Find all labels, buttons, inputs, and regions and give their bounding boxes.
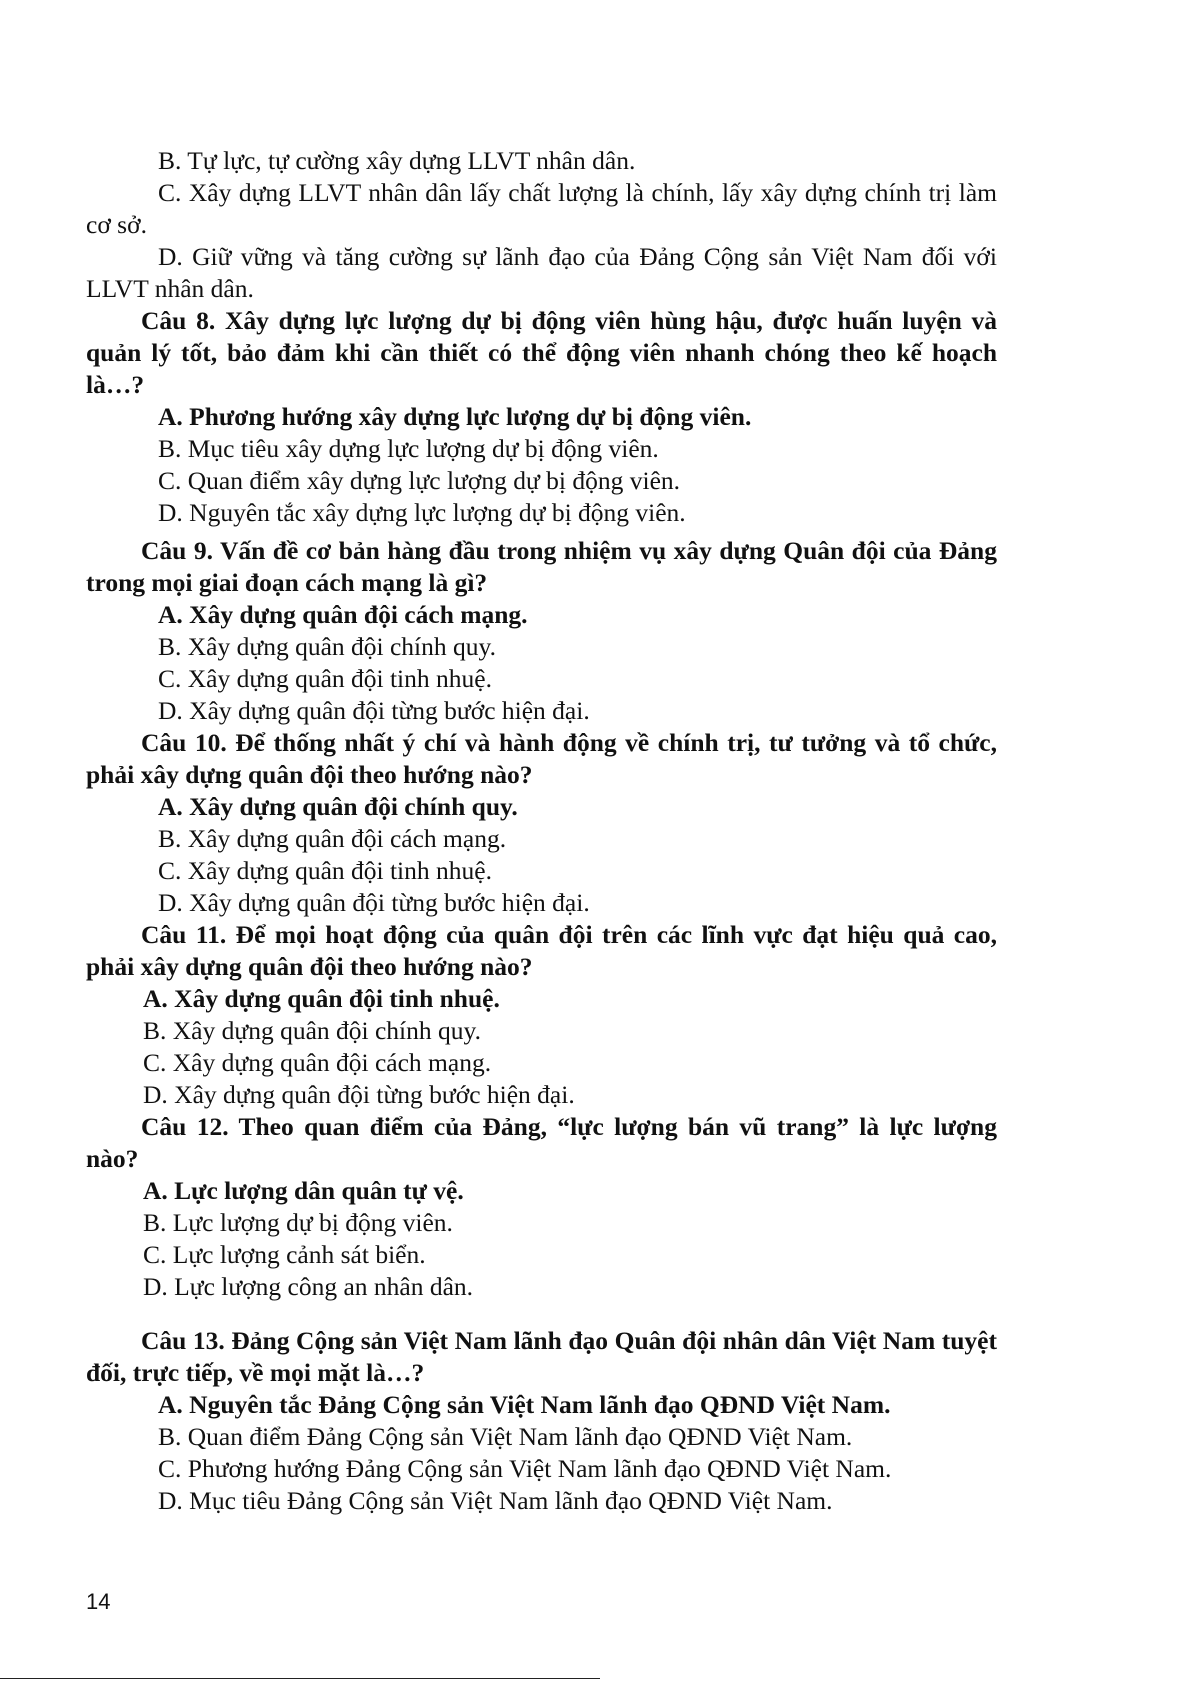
- question-13-option-b: B. Quan điểm Đảng Cộng sản Việt Nam lãnh đạo QĐND Việt Nam.: [158, 1422, 853, 1451]
- question-13-option-a: A. Nguyên tắc Đảng Cộng sản Việt Nam lãnh đạo QĐND Việt Nam.: [158, 1390, 891, 1419]
- question-10-option-c: C. Xây dựng quân đội tinh nhuệ.: [158, 856, 492, 885]
- question-13-option-c: C. Phương hướng Đảng Cộng sản Việt Nam lãnh đạo QĐND Việt Nam.: [158, 1454, 892, 1483]
- question-8-option-c: C. Quan điểm xây dựng lực lượng dự bị động viên.: [158, 466, 681, 495]
- question-8-text: Câu 8. Xây dựng lực lượng dự bị động viên hùng hậu, được huấn luyện và quản lý tốt, bảo đảm khi cần thiết có thể động viên nhanh chóng theo kế hoạch là…?: [86, 306, 997, 399]
- question-12-option-a: A. Lực lượng dân quân tự vệ.: [143, 1176, 464, 1205]
- question-9-option-c: C. Xây dựng quân đội tinh nhuệ.: [158, 664, 492, 693]
- question-9-option-d: D. Xây dựng quân đội từng bước hiện đại.: [158, 696, 590, 725]
- question-11-option-c: C. Xây dựng quân đội cách mạng.: [143, 1048, 492, 1077]
- option-prev-c: C. Xây dựng LLVT nhân dân lấy chất lượng là chính, lấy xây dựng chính trị làm cơ sở.: [86, 178, 997, 239]
- question-9-option-a: A. Xây dựng quân đội cách mạng.: [158, 600, 528, 629]
- question-12-option-c: C. Lực lượng cảnh sát biển.: [143, 1240, 426, 1269]
- question-8-option-a: A. Phương hướng xây dựng lực lượng dự bị động viên.: [158, 402, 752, 431]
- question-9-text: Câu 9. Vấn đề cơ bản hàng đầu trong nhiệm vụ xây dựng Quân đội của Đảng trong mọi giai đoạn cách mạng là gì?: [86, 536, 997, 597]
- question-10-option-b: B. Xây dựng quân đội cách mạng.: [158, 824, 507, 853]
- question-12-option-d: D. Lực lượng công an nhân dân.: [143, 1272, 474, 1301]
- question-8-option-d: D. Nguyên tắc xây dựng lực lượng dự bị động viên.: [158, 498, 686, 527]
- page-content: [86, 145, 997, 1517]
- question-10-option-a: A. Xây dựng quân đội chính quy.: [158, 792, 518, 821]
- question-11-option-b: B. Xây dựng quân đội chính quy.: [143, 1016, 481, 1045]
- question-9-option-b: B. Xây dựng quân đội chính quy.: [158, 632, 496, 661]
- question-10-text: Câu 10. Để thống nhất ý chí và hành động về chính trị, tư tưởng và tổ chức, phải xây dựng quân đội theo hướng nào?: [86, 728, 997, 789]
- question-11-text: Câu 11. Để mọi hoạt động của quân đội trên các lĩnh vực đạt hiệu quả cao, phải xây dựng quân đội theo hướng nào?: [86, 920, 997, 981]
- option-prev-b: B. Tự lực, tự cường xây dựng LLVT nhân dân.: [158, 146, 636, 175]
- question-11-option-d: D. Xây dựng quân đội từng bước hiện đại.: [143, 1080, 575, 1109]
- question-8-option-b: B. Mục tiêu xây dựng lực lượng dự bị động viên.: [158, 434, 659, 463]
- question-13-option-d: D. Mục tiêu Đảng Cộng sản Việt Nam lãnh đạo QĐND Việt Nam.: [158, 1486, 833, 1515]
- option-prev-d: D. Giữ vững và tăng cường sự lãnh đạo của Đảng Cộng sản Việt Nam đối với LLVT nhân dân.: [86, 242, 997, 303]
- question-12-option-b: B. Lực lượng dự bị động viên.: [143, 1208, 453, 1237]
- bottom-rule: [0, 1678, 600, 1679]
- question-12-text: Câu 12. Theo quan điểm của Đảng, “lực lượng bán vũ trang” là lực lượng nào?: [86, 1112, 997, 1173]
- page-number: 14: [86, 1589, 111, 1614]
- question-13-text: Câu 13. Đảng Cộng sản Việt Nam lãnh đạo Quân đội nhân dân Việt Nam tuyệt đối, trực tiếp, về mọi mặt là…?: [86, 1326, 997, 1387]
- question-11-option-a: A. Xây dựng quân đội tinh nhuệ.: [143, 984, 500, 1013]
- question-10-option-d: D. Xây dựng quân đội từng bước hiện đại.: [158, 888, 590, 917]
